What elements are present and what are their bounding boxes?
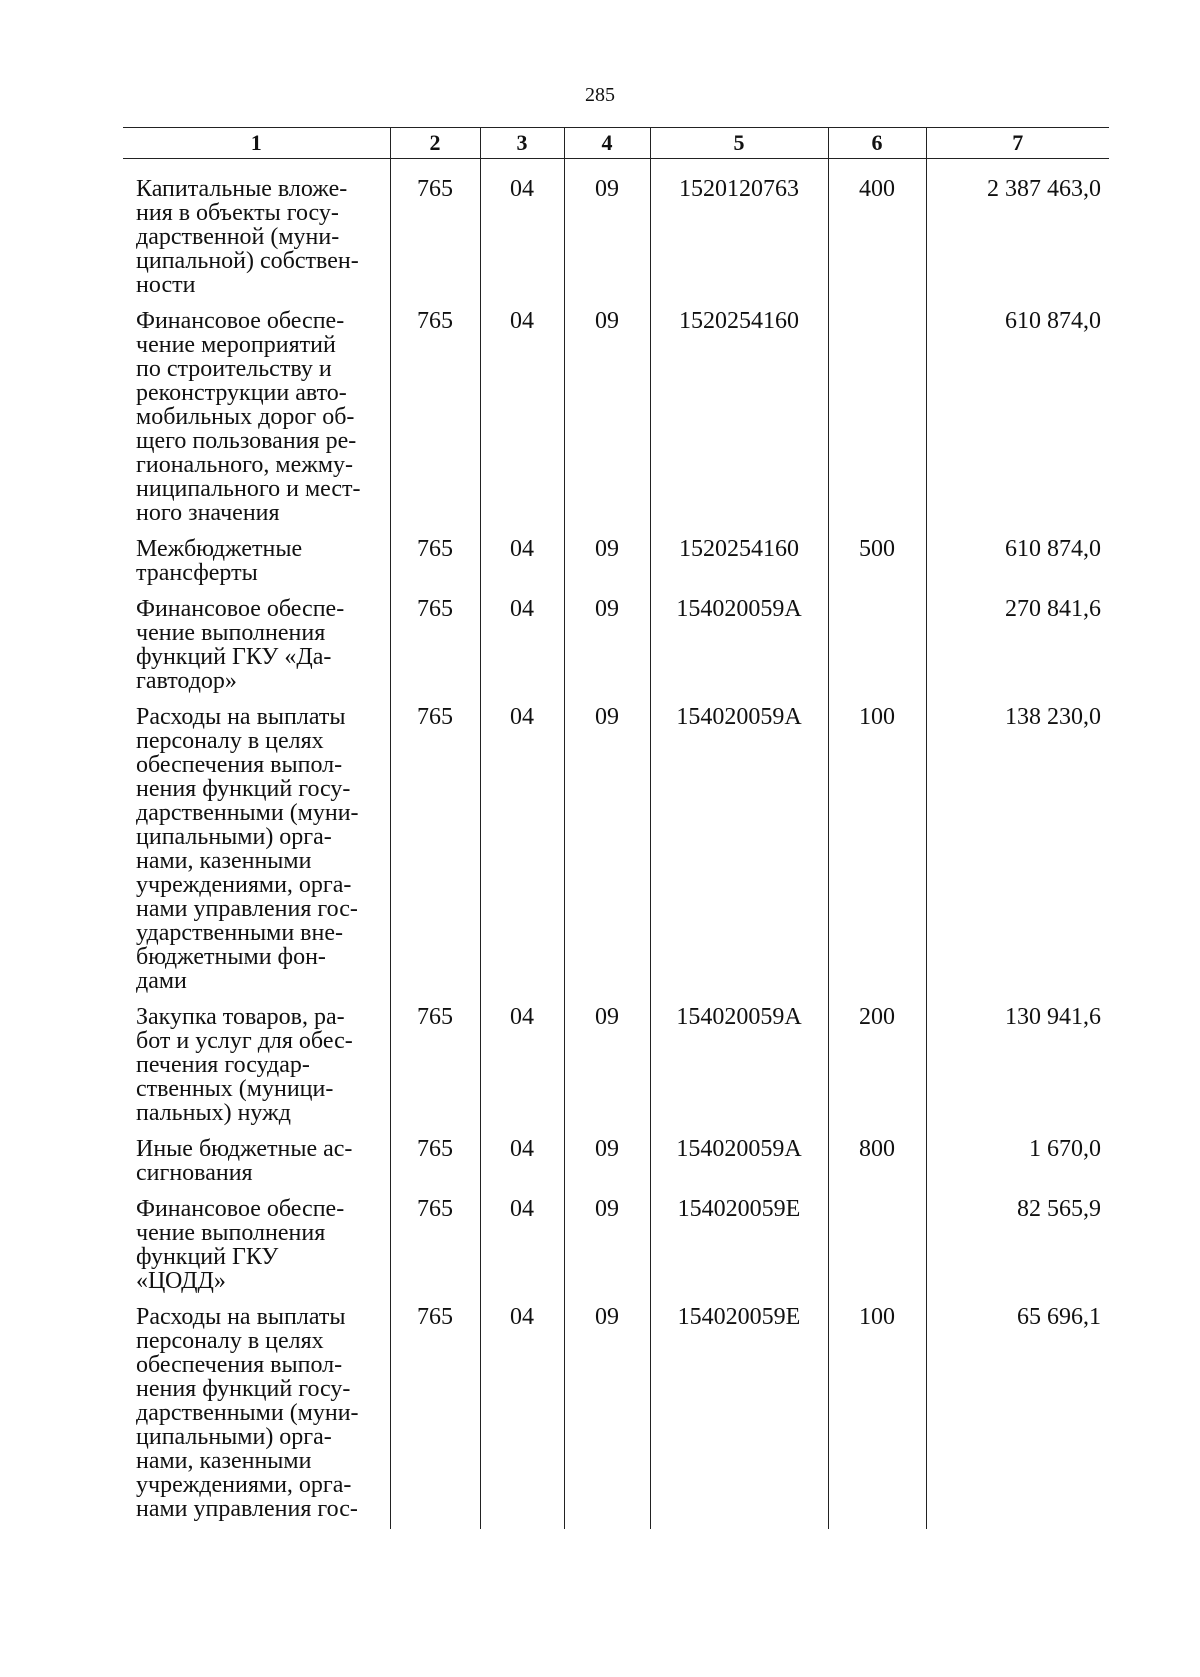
- cell-col-3: 04: [480, 1301, 564, 1529]
- header-col-3: 3: [480, 128, 564, 159]
- cell-col-3: 04: [480, 1193, 564, 1301]
- row-name: Финансовое обеспе- чение мероприятий по строительству и реконструкции авто- мобильных дорог об- щего пользования ре- гионального, межму- ниципального и мест- ного значения: [136, 308, 361, 526]
- cell-col-4: 09: [564, 701, 650, 1001]
- cell-col-6: 400: [828, 173, 926, 305]
- cell-col-2: 765: [390, 305, 480, 533]
- cell-col-6: 100: [828, 701, 926, 1001]
- cell-amount: 610 874,0: [926, 305, 1109, 533]
- cell-col-5: 1520120763: [650, 173, 828, 305]
- cell-col-3: 04: [480, 173, 564, 305]
- cell-amount: 65 696,1: [926, 1301, 1109, 1529]
- cell-col-5: 1520254160: [650, 305, 828, 533]
- cell-col-4: 09: [564, 533, 650, 593]
- header-row: [123, 128, 1109, 159]
- header-col-4: 4: [564, 128, 650, 159]
- cell-col-4: 09: [564, 1193, 650, 1301]
- cell-col-6: [828, 305, 926, 533]
- cell-col-5: 154020059A: [650, 1133, 828, 1193]
- header-col-7: 7: [926, 128, 1109, 159]
- cell-col-4: 09: [564, 1301, 650, 1529]
- cell-col-2: 765: [390, 701, 480, 1001]
- cell-col-5: 154020059E: [650, 1193, 828, 1301]
- table-row: [123, 1193, 1109, 1301]
- cell-col-5: 1520254160: [650, 533, 828, 593]
- cell-col-2: 765: [390, 533, 480, 593]
- cell-col-4: 09: [564, 1001, 650, 1133]
- table-row: [123, 1133, 1109, 1193]
- cell-col-5: 154020059E: [650, 1301, 828, 1529]
- cell-col-5: 154020059A: [650, 1001, 828, 1133]
- cell-col-2: 765: [390, 1301, 480, 1529]
- cell-amount: 610 874,0: [926, 533, 1109, 593]
- cell-amount: 2 387 463,0: [926, 173, 1109, 305]
- cell-amount: 130 941,6: [926, 1001, 1109, 1133]
- page-number: 285: [585, 84, 615, 106]
- row-name: Расходы на выплаты персоналу в целях обеспечения выпол- нения функций госу- дарственными (муни- ципальными) орга- нами, казенными учреждениями, орга- нами управления гос- ударственными вне- бюджетными фон- дами: [136, 704, 359, 994]
- header-col-5: 5: [650, 128, 828, 159]
- cell-col-2: 765: [390, 173, 480, 305]
- row-name: Межбюджетные трансферты: [136, 536, 303, 586]
- row-name: Финансовое обеспе- чение выполнения функций ГКУ «ЦОДД»: [136, 1196, 345, 1294]
- header-col-1: 1: [123, 128, 390, 159]
- spacer-row: [123, 159, 1109, 174]
- cell-col-3: 04: [480, 701, 564, 1001]
- cell-col-4: 09: [564, 173, 650, 305]
- cell-col-6: [828, 1193, 926, 1301]
- table-row: [123, 1001, 1109, 1133]
- cell-col-5: 154020059A: [650, 701, 828, 1001]
- table-row: [123, 305, 1109, 533]
- cell-col-3: 04: [480, 1133, 564, 1193]
- table-row: [123, 1301, 1109, 1529]
- cell-amount: 82 565,9: [926, 1193, 1109, 1301]
- cell-col-2: 765: [390, 593, 480, 701]
- cell-col-6: 100: [828, 1301, 926, 1529]
- cell-col-3: 04: [480, 305, 564, 533]
- row-name: Расходы на выплаты персоналу в целях обеспечения выпол- нения функций госу- дарственными (муни- ципальными) орга- нами, казенными учреждениями, орга- нами управления гос-: [136, 1304, 359, 1522]
- row-name: Финансовое обеспе- чение выполнения функций ГКУ «Да- гавтодор»: [136, 596, 345, 694]
- row-name: Капитальные вложе- ния в объекты госу- дарственной (муни- ципальной) собствен- ности: [136, 176, 359, 298]
- cell-col-6: 800: [828, 1133, 926, 1193]
- table-row: [123, 173, 1109, 305]
- cell-col-5: 154020059A: [650, 593, 828, 701]
- row-name: Иные бюджетные ас- сигнования: [136, 1136, 353, 1186]
- cell-col-4: 09: [564, 1133, 650, 1193]
- budget-table: [123, 127, 1109, 1529]
- cell-col-3: 04: [480, 533, 564, 593]
- cell-col-2: 765: [390, 1133, 480, 1193]
- header-col-2: 2: [390, 128, 480, 159]
- cell-col-2: 765: [390, 1193, 480, 1301]
- table-row: [123, 533, 1109, 593]
- table-row: [123, 593, 1109, 701]
- cell-amount: 1 670,0: [926, 1133, 1109, 1193]
- cell-col-3: 04: [480, 1001, 564, 1133]
- cell-col-3: 04: [480, 593, 564, 701]
- cell-col-6: 500: [828, 533, 926, 593]
- cell-amount: 138 230,0: [926, 701, 1109, 1001]
- cell-col-4: 09: [564, 305, 650, 533]
- cell-amount: 270 841,6: [926, 593, 1109, 701]
- header-col-6: 6: [828, 128, 926, 159]
- cell-col-6: [828, 593, 926, 701]
- cell-col-6: 200: [828, 1001, 926, 1133]
- table-row: [123, 701, 1109, 1001]
- cell-col-2: 765: [390, 1001, 480, 1133]
- cell-col-4: 09: [564, 593, 650, 701]
- row-name: Закупка товаров, ра- бот и услуг для обес- печения государ- ственных (муници- пальных) нужд: [136, 1004, 353, 1126]
